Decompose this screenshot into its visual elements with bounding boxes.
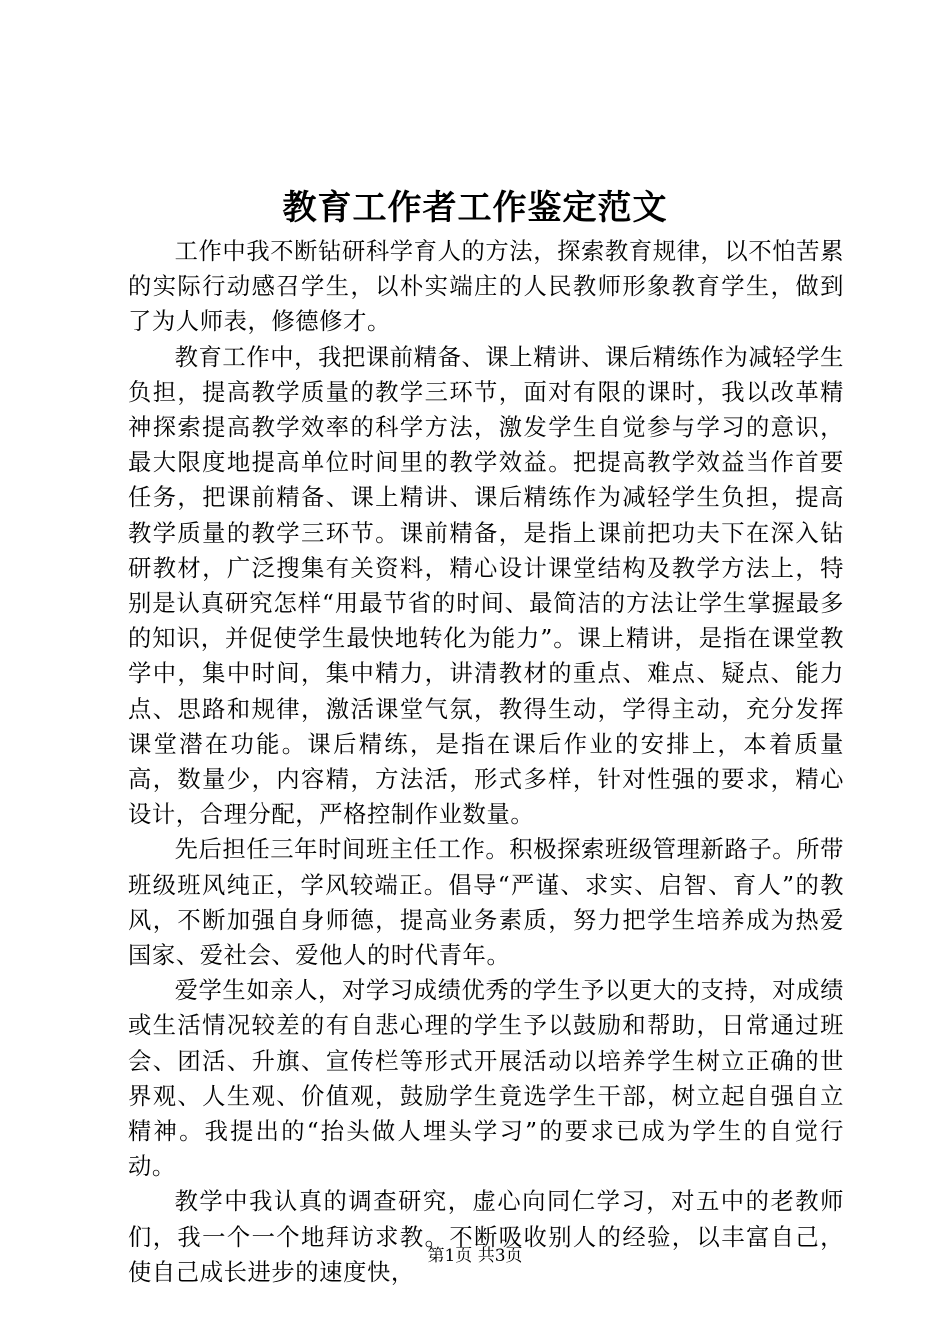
paragraph-3: 先后担任三年时间班主任工作。积极探索班级管理新路子。所带班级班风纯正，学风较端正。倡导“严谨、求实、启智、育人”的教风，不断加强自身师德，提高业务素质，努力把学生培养成为热爱国家、爱社会、爱他人的时代青年。: [128, 836, 844, 970]
page-footer: 第1页 共3页: [427, 1246, 523, 1266]
paragraph-2: 教育工作中，我把课前精备、课上精讲、课后精练作为减轻学生负担，提高教学质量的教学三环节，面对有限的课时，我以改革精神探索提高教学效率的科学方法，激发学生自觉参与学习的意识，最大限度地提高单位时间里的教学效益。把提高教学效益当作首要任务，把课前精备、课上精讲、课后精练作为减轻学生负担，提高教学质量的教学三环节。课前精备，是指上课前把功夫下在深入钻研教材，广泛搜集有关资料，精心设计课堂结构及教学方法上，特别是认真研究怎样“用最节省的时间、最简洁的方法让学生掌握最多的知识，并促使学生最快地转化为能力”。课上精讲，是指在课堂教学中，集中时间，集中精力，讲清教材的重点、难点、疑点、能力点、思路和规律，激活课堂气氛，教得生动，学得主动，充分发挥课堂潜在功能。课后精练，是指在课后作业的安排上，本着质量高，数量少，内容精，方法活，形式多样，针对性强的要求，精心设计，合理分配，严格控制作业数量。: [128, 343, 844, 829]
document-title: 教育工作者工作鉴定范文: [282, 188, 668, 228]
paragraph-4: 爱学生如亲人，对学习成绩优秀的学生予以更大的支持，对成绩或生活情况较差的有自悲心理的学生予以鼓励和帮助，日常通过班会、团活、升旗、宣传栏等形式开展活动以培养学生树立正确的世界观、人生观、价值观，鼓励学生竟选学生干部，树立起自强自立精神。我提出的“抬头做人埋头学习”的要求已成为学生的自觉行动。: [128, 977, 844, 1181]
paragraph-5: 教学中我认真的调查研究，虚心向同仁学习，对五中的老教师们，我一个一个地拜访求教。不断吸收别人的经验，以丰富自己，使自己成长进步的速度快，: [128, 1188, 844, 1286]
document-body: [128, 234, 844, 1290]
paragraph-1: 工作中我不断钻研科学育人的方法，探索教育规律，以不怕苦累的实际行动感召学生，以朴实端庄的人民教师形象教育学生，做到了为人师表，修德修才。: [128, 238, 844, 336]
